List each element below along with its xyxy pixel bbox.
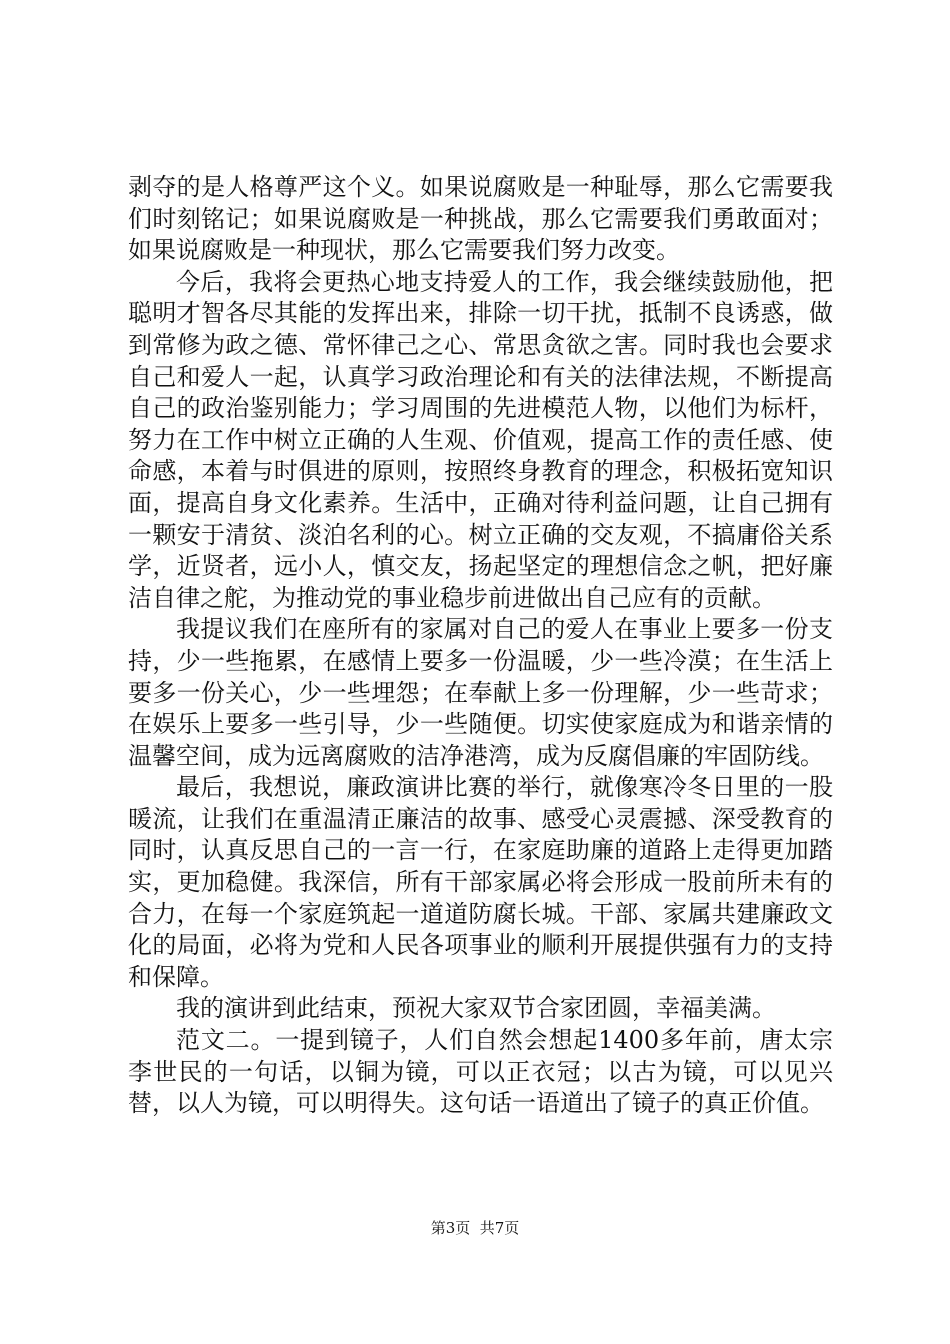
paragraph-6: 范文二。一提到镜子，人们自然会想起1400多年前，唐太宗李世民的一句话，以铜为镜，可以正衣冠；以古为镜，可以见兴替，以人为镜，可以明得失。这句话一语道出了镜子的真正价值。 (128, 1026, 833, 1118)
paragraph-1: 剥夺的是人格尊严这个义。如果说腐败是一种耻辱，那么它需要我们时刻铭记；如果说腐败是一种挑战，那么它需要我们勇敢面对；如果说腐败是一种现状，那么它需要我们努力改变。 (128, 173, 833, 265)
paragraph-2: 今后，我将会更热心地支持爱人的工作，我会继续鼓励他，把聪明才智各尽其能的发挥出来，排除一切干扰，抵制不良诱惑，做到常修为政之德、常怀律己之心、常思贪欲之害。同时我也会要求自己和爱人一起，认真学习政治理论和有关的法律法规，不断提高自己的政治鉴别能力；学习周围的先进模范人物，以他们为标杆，努力在工作中树立正确的人生观、价值观，提高工作的责任感、使命感，本着与时俱进的原则，按照终身教育的理念，积极拓宽知识面，提高自身文化素养。生活中，正确对待利益问题，让自己拥有一颗安于清贫、淡泊名利的心。树立正确的交友观，不搞庸俗关系学，近贤者，远小人，慎交友，扬起坚定的理想信念之帆，把好廉洁自律之舵，为推动党的事业稳步前进做出自己应有的贡献。 (128, 267, 833, 612)
document-body (128, 172, 833, 1120)
paragraph-4: 最后，我想说，廉政演讲比赛的举行，就像寒冷冬日里的一股暖流，让我们在重温清正廉洁的故事、感受心灵震撼、深受教育的同时，认真反思自己的一言一行，在家庭助廉的道路上走得更加踏实，更加稳健。我深信，所有干部家属必将会形成一股前所未有的合力，在每一个家庭筑起一道道防腐长城。干部、家属共建廉政文化的局面，必将为党和人民各项事业的顺利开展提供强有力的支持和保障。 (128, 773, 833, 991)
paragraph-5: 我的演讲到此结束，预祝大家双节合家团圆，幸福美满。 (176, 994, 776, 1023)
page-number-footer: 第3页 共7页 (430, 1219, 520, 1237)
paragraph-3: 我提议我们在座所有的家属对自己的爱人在事业上要多一份支持，少一些拖累，在感情上要多一份温暖，少一些冷漠；在生活上要多一份关心，少一些埋怨；在奉献上多一份理解，少一些苛求；在娱乐上要多一些引导，少一些随便。切实使家庭成为和谐亲情的温馨空间，成为远离腐败的洁净港湾，成为反腐倡廉的牢固防线。 (128, 615, 833, 770)
